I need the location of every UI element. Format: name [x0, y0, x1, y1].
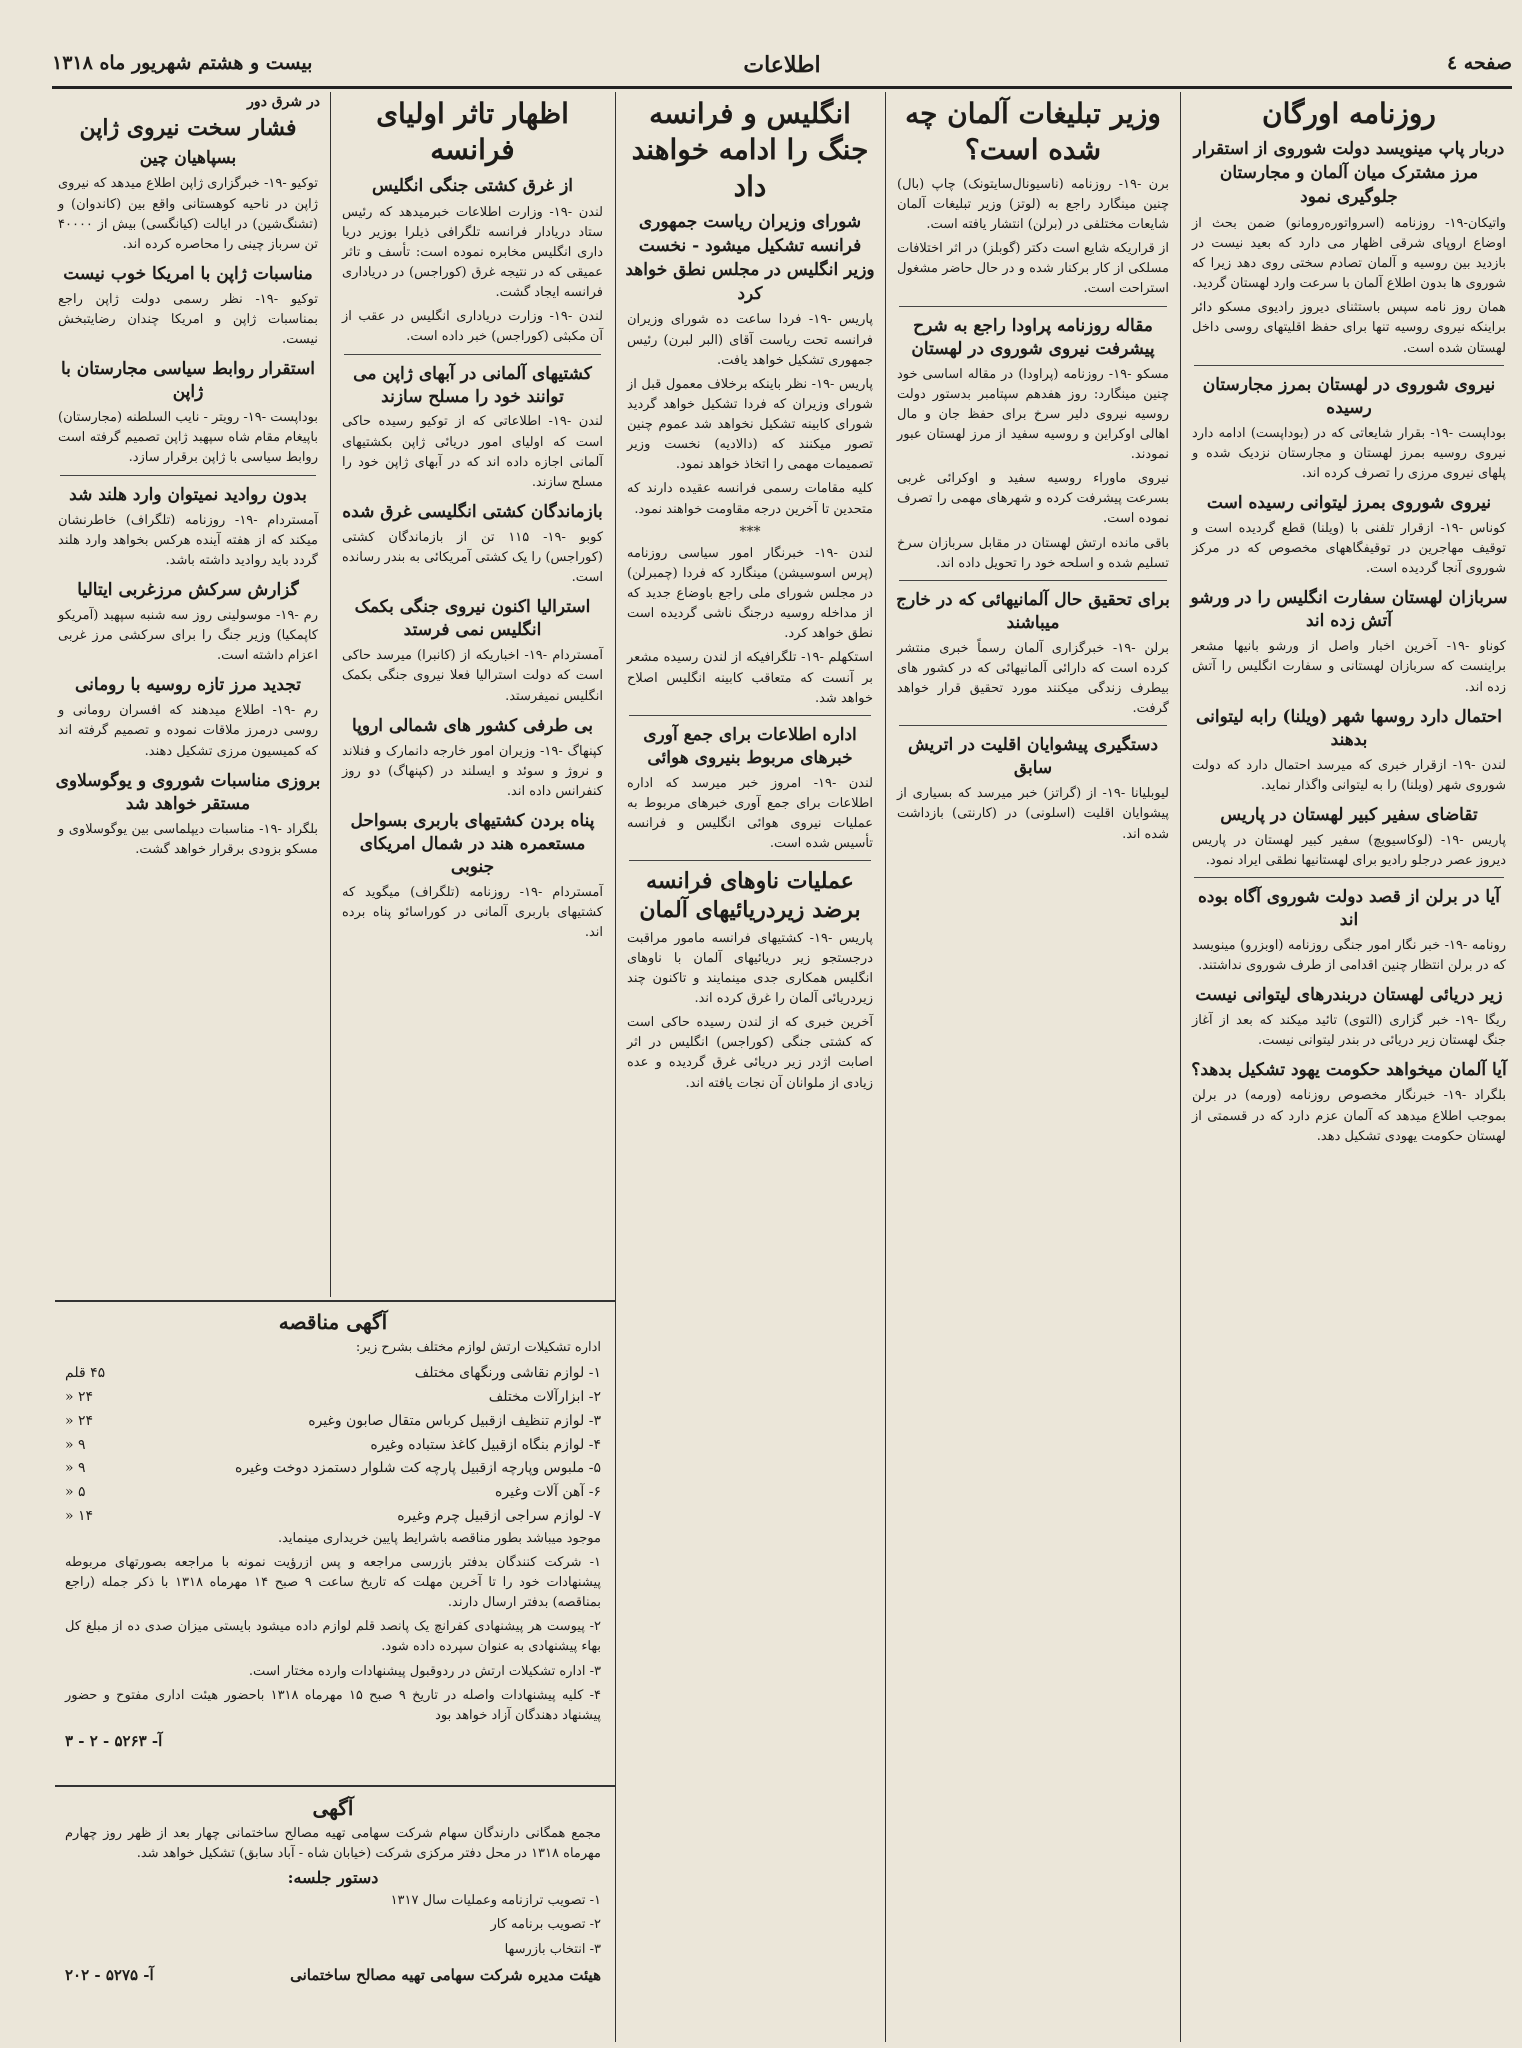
article-text: آمستردام -۱۹- روزنامه (تلگراف) خاطرنشان میکند که از هفته آینده هرکس بخواهد وارد هلند گردد باید روادید داشته باشد.	[58, 512, 318, 568]
article-text: واتیکان-۱۹- روزنامه (اسرواتوره‌رومانو) ضمن بحث از اوضاع اروپای شرقی اظهار می دارد که بعید نیست در بازدید بین روسیه و آلمان تصادم سختی روی دهد زیرا که شوروی ها بدون اطلاع آلمان با سرعت وارد لهستان گردید.	[1192, 215, 1506, 292]
column-4	[336, 92, 609, 1292]
divider	[629, 715, 871, 716]
article-text: پاریس -۱۹- نظر باینکه برخلاف معمول قبل از شورای وزیران که فردا تشکیل خواهد گردید شورای کابینه تشکیل نخواهد شد عموم چنین تصور میکنند که (دالادیه) نخست وزیر تصمیمات مهمی را اتخاذ خواهد نمود.	[627, 376, 873, 473]
article-text: پاریس -۱۹- (لوکاسیویچ) سفیر کبیر لهستان در پاریس دیروز عصر درجلو رادیو برای لهستانیها نطقی ایراد نمود.	[1192, 832, 1506, 868]
ad-item: ۳- لوازم تنظیف ازقبیل کرباس متقال صابون وغیره ۲۴ «	[65, 1412, 601, 1429]
article-text: لندن -۱۹- اطلاعاتی که از توکیو رسیده حاکی است که اولیای امور دریائی ژاپن بکشتیهای آلمانی اجازه داده اند که در آبهای ژاپن خود را مسلح سازند.	[342, 414, 603, 490]
headline: کشتیهای آلمانی در آبهای ژاپن می توانند خود را مسلح سازند	[353, 363, 592, 407]
divider	[899, 725, 1167, 726]
headline: بروزی مناسبات شوروی و یوگوسلاوی مستقر خواهد شد	[55, 770, 321, 814]
ad-item: ۲- ابزارآلات مختلف ۲۴ «	[65, 1388, 601, 1405]
ad-item: ۷- لوازم سراجی ازقبیل چرم وغیره ۱۴ «	[65, 1507, 601, 1524]
headline: دستگیری پیشوایان اقلیت در اتریش سابق	[907, 735, 1159, 779]
headline: نیروی شوروی در لهستان بمرز مجارستان رسیده	[1202, 374, 1496, 418]
ad-item: ۵- ملبوس وپارچه ازقبیل پارچه کت شلوار دستمزد دوخت وغیره ۹ «	[65, 1460, 601, 1477]
ad-item: ۴- لوازم بنگاه ازقبیل کاغذ ستباده وغیره ۹ «	[65, 1436, 601, 1453]
article-text: رم -۱۹- موسولینی روز سه شنبه سپهبد (آمریکو کاپمکیا) وزیر جنگ را برای سرکشی مرز غربی اعزام داشته است.	[58, 607, 318, 664]
column-2	[891, 92, 1175, 2042]
agenda-item: ۱- تصویب ترازنامه وعملیات سال ۱۳۱۷	[390, 1893, 601, 1909]
headline: انگلیس و فرانسه جنگ را ادامه خواهند داد	[631, 97, 869, 203]
article-text: کپنهاگ -۱۹- وزیران امور خارجه دانمارک و فنلاند و نروژ و سوئد و ایسلند در (کپنهاگ) دو روز کنفرانس داده اند.	[342, 743, 603, 799]
headline: بی طرفی کشور های شمالی اروپا	[351, 715, 594, 736]
section-stars: ***	[739, 523, 761, 540]
article-text: کوناس -۱۹- ازقرار تلفنی با (ویلنا) قطع گردیده است و توقیف مهاجرین در توقیفگاههای مخصوص که در مرکز شوروی آنجا گردیده است.	[1192, 521, 1506, 577]
article-text: پاریس -۱۹- فردا ساعت ده شورای وزیران فرانسه تحت ریاست آقای (البر لبرن) رئیس جمهوری تشکیل خواهد یافت.	[627, 312, 874, 368]
headline: تجدید مرز تازه روسیه با رومانی	[74, 675, 302, 696]
article-text: بلگراد -۱۹- خبرنگار مخصوص روزنامه (ورمه) در برلن بموجب اطلاع میدهد که آلمان عزم دارد که در قسمتی از لهستان حکومت یهودی تشکیل دهد.	[1192, 1088, 1507, 1144]
headline: فشار سخت نیروی ژاپن	[79, 115, 297, 141]
meeting-notice	[55, 1792, 611, 2032]
ad-text: ۱- شرکت کنندگان بدفتر بازرسی مراجعه و پس ازرؤیت نمونه با مراجعه بصورتهای مربوطه پیشنهادات خود را تا آخرین مهلت که تاریخ ساعت ۹ صبح ۱۴ مهرماه ۱۳۱۸ با ذکر جمله (راجع بمناقصه) بدفتر ارسال دارند.	[65, 1554, 601, 1611]
article-text: توکیو -۱۹- خبرگزاری ژاپن اطلاع میدهد که نیروی ژاپن در ناحیه کوهستانی واقع بین (کاندوان) و (تشنگ‌شین) در ایالت (کیانگسی) بیش از ۴۰۰۰۰ تن سرباز چینی را محاصره کرده اند.	[58, 176, 318, 252]
ad-text: اداره تشکیلات ارتش لوازم مختلف بشرح زیر:	[355, 1340, 601, 1355]
subheadline: از غرق کشتی جنگی انگلیس	[371, 175, 574, 196]
ad-item: ۱- لوازم نقاشی ورنگهای مختلف ۴۵ قلم	[65, 1365, 601, 1382]
article-text: نیروی ماوراء روسیه سفید و اوکرائی غربی بسرعت پیشرفت کرده و شهرهای مهمی را تصرف نموده است.	[897, 471, 1169, 527]
divider	[629, 860, 871, 861]
ad-title: آگهی	[312, 1796, 354, 1820]
headline: نیروی شوروی بمرز لیتوانی رسیده است	[1206, 493, 1492, 514]
article-text: لندن -۱۹- ازقرار خبری که میرسد احتمال دارد که دولت شوروی شهر (ویلنا) را به لیتوانی واگذار نماید.	[1192, 757, 1507, 793]
headline: وزیر تبلیغات آلمان چه شده است؟	[905, 97, 1161, 167]
headline: گزارش سرکش مرزغربی ایتالیا	[77, 579, 299, 600]
ad-signature: هیئت مدیره شرکت سهامی تهیه مصالح ساختمانی آ- ۵۲۷۵ - ۲۰۲	[65, 1965, 601, 1984]
article-text: مسکو -۱۹- روزنامه (پراودا) در مقاله اساسی خود چنین مینگارد: روز هفدهم سپتامبر بدستور دولت روسیه نیروی دلیر سرخ برای حفظ جان و مال اهالی اوکراین و روسیه سفید از مرز لهستان عبور نمودند.	[897, 366, 1170, 463]
column-5	[52, 92, 324, 1292]
headline: مقاله روزنامه پراودا راجع به شرح پیشرفت نیروی شوروی در لهستان	[911, 315, 1155, 359]
article-text: باقی مانده ارتش لهستان در مقابل سربازان سرخ تسلیم شده و اسلحه خود را تحویل داده اند.	[897, 535, 1169, 571]
column-rule	[330, 92, 331, 1297]
ad-text: ۳- اداره تشکیلات ارتش در ردوقبول پیشنهادات وارده مختار است.	[248, 1663, 601, 1679]
ad-text: ۲- پیوست هر پیشنهادی کفرانچ یک پانصد قلم لوازم داده میشود بایستی میزان صدی ده از مبلغ کل بهاء پیشنهادی به عنوان سپرده داده شود.	[65, 1619, 601, 1655]
headline: زیر دریائی لهستان دربندرهای لیتوانی نیست	[1195, 985, 1503, 1006]
tender-ad	[55, 1306, 611, 1778]
column-3	[621, 92, 879, 2042]
ad-title: آگهی مناقصه	[278, 1310, 388, 1334]
article-text: لندن -۱۹- وزارت اطلاعات خبرمیدهد که رئیس ستاد دریادار فرانسه تلگرافی ذیلرا بوزیر دریا داری انگلیس مخابره نموده است: تأسف و تاثر عمیقی که در نتیجه غرق (کوراجس) در دریاداری فرانسه ایجاد گشت.	[342, 204, 604, 301]
article-text: لیوبلیانا -۱۹- از (گراتز) خبر میرسد که بسیاری از پیشوایان اقلیت (اسلونی) در (کارنتی) بازداشت شده اند.	[897, 786, 1169, 842]
ad-text: موجود میباشد بطور مناقصه باشرایط پایین خریداری مینماید.	[277, 1530, 601, 1546]
headline: اداره اطلاعات برای جمع آوری خبرهای مربوط بنیروی هوائی	[643, 724, 857, 768]
ad-text: ۴- کلیه پیشنهادات واصله در تاریخ ۹ صبح ۱۵ مهرماه ۱۳۱۸ باحضور هیئت اداری مفتوح و حضور پیشنهاد دهندگان آزاد خواهد بود	[65, 1687, 601, 1723]
article-text: پاریس -۱۹- کشتیهای فرانسه مامور مراقبت درجستجو زیر دریائیهای آلمان با ناوهای انگلیس همکاری جدی مینمایند و تاکنون چند زیردریائی آلمان را غرق کرده اند.	[627, 930, 873, 1006]
issue-date: بیست و هشتم شهریور ماه ۱۳۱۸	[52, 52, 313, 74]
headline: آیا آلمان میخواهد حکومت یهود تشکیل بدهد؟	[1191, 1060, 1507, 1081]
headline: آیا در برلن از قصد دولت شوروی آگاه بوده اند	[1197, 887, 1500, 931]
headline: عملیات ناوهای فرانسه برضد زیردریائیهای آلمان	[639, 868, 861, 923]
article-text: لندن -۱۹- امروز خبر میرسد که اداره اطلاعات برای جمع آوری خبرهای مربوط به عملیات نیروی هوائی انگلیس و فرانسه تأسیس شده است.	[627, 775, 874, 852]
article-text: همان روز نامه سپس باستثنای دیروز رادیوی مسکو دائر براینکه نیروی روسیه تنها برای حفظ اقلیتهای روسی داخل لهستان شده است.	[1192, 300, 1506, 356]
agenda-item: ۳- انتخاب بازرسها	[504, 1941, 601, 1957]
article-text: بلگراد -۱۹- مناسبات دیپلماسی بین یوگوسلاوی و مسکو بزودی برقرار خواهد گشت.	[58, 821, 319, 857]
headline: بدون رواديد نمیتوان وارد هلند شد	[69, 484, 307, 505]
headline: برای تحقیق حال آلمانیهائی که در خارج میباشند	[896, 589, 1170, 633]
article-text: برن -۱۹- روزنامه (ناسیونال‌سایتونک) چاپ (بال) چنین مینگارد راجع به (لوتز) وزیر تبلیغات آلمان شایعات مختلفی در (برلن) انتشار یافته است.	[897, 176, 1169, 233]
divider	[1194, 877, 1504, 878]
ad-text: مجمع همگانی دارندگان سهام شرکت سهامی تهیه مصالح ساختمانی چهار بعد از ظهر روز چهارم مهرماه ۱۳۱۸ در محل دفتر مرکزی شرکت (خیابان شاه - آباد سابق) تشکیل خواهد شد.	[65, 1826, 601, 1862]
subheadline: بسپاهیان چین	[139, 147, 237, 168]
headline: استرالیا اکنون نیروی جنگی بکمک انگلیس نمی فرستد	[354, 597, 591, 641]
column-rule	[885, 92, 886, 2042]
agenda-title: دستور جلسه:	[287, 1868, 379, 1888]
article-text: رم -۱۹- اطلاع میدهند که افسران رومانی و روسی درمرز ملاقات نموده و تصمیم گرفته اند که کمیسیون مرزی تشکیل دهند.	[58, 703, 318, 759]
headline: اظهار تاثر اولیای فرانسه	[376, 97, 569, 167]
ad-reference: آ- ۵۲۶۳ - ۲ - ۳	[65, 1731, 163, 1750]
subheadline: شورای وزیران ریاست جمهوری فرانسه تشکیل میشود - نخست وزیر انگلیس در مجلس نطق خواهد کرد	[625, 212, 875, 304]
headline: روزنامه اورگان	[1262, 97, 1436, 130]
newspaper-name: اطلاعات	[743, 52, 821, 78]
divider	[899, 580, 1167, 581]
article-text: لندن -۱۹- خبرنگار امور سیاسی روزنامه (پرس اسوسیشن) مینگارد که فردا (چمبرلن) در مجلس شورای ملی راجع باوضاع جدید که از مداخله روسیه درجنگ ناشی گردیده است نطق خواهد کرد.	[627, 545, 873, 642]
ad-item: ۶- آهن آلات وغیره ۵ «	[65, 1484, 601, 1501]
column-rule	[1180, 92, 1181, 2042]
section-rule	[55, 1300, 615, 1302]
page-number: صفحه ٤	[1446, 52, 1512, 74]
article-text: کوناو -۱۹- آخرین اخبار واصل از ورشو بانیها مشعر براینست که سربازان لهستانی و سفارت انگلیس را آتش زده اند.	[1192, 639, 1506, 695]
article-text: بوداپست -۱۹- رویتر - نایب السلطنه (مجارستان) باپیغام مقام شاه سپهبد ژاپن تصمیم گرفته است روابط سیاسی با ژاپن برقرار سازد.	[58, 410, 318, 466]
column-1	[1186, 92, 1512, 2042]
article-text: آمستردام -۱۹- اخباریکه از (کانبرا) میرسد حاکی است که دولت استرالیا فعلا نیروی جنگی بکمک انگلیس نمیفرستد.	[342, 648, 603, 704]
article-text: آمستردام -۱۹- روزنامه (تلگراف) میگوید که کشتیهای باربری آلمانی در کوراسائو پناه برده اند.	[342, 884, 603, 941]
masthead	[52, 48, 1512, 89]
headline: پناه بردن کشتیهای باربری بسواحل مستعمره هند در شمال امریکای جنوبی	[350, 811, 595, 877]
article-text: استکهلم -۱۹- تلگرافیکه از لندن رسیده مشعر بر آنست که متعاقب کابینه انگلیس اصلاح خواهد شد.	[627, 650, 873, 706]
article-text: توکیو -۱۹- نظر رسمی دولت ژاپن راجع بمناسبات ژاپن و امریکا چندان رضایتبخش نیست.	[58, 291, 318, 348]
article-text: آخرین خبری که از لندن رسیده حاکی است که کشتی جنگی (کوراجس) انگلیس در اثر اصابت اژدر زیر دریائی غرق گردیده و عده زیادی از ملوانان آن نجات یافته اند.	[627, 1015, 873, 1091]
divider	[344, 354, 601, 355]
article-text: کوبو -۱۹- ۱۱۵ تن از بازماندگان کشتی (کوراجس) را یک کشتی آمریکائی به بندر رسانده است.	[342, 529, 604, 586]
divider	[60, 475, 316, 476]
article-text: از قراریکه شایع است دکتر (گوبلز) در اثر اختلافات مسلکی از کار برکنار شده و در حال حاضر مشغول استراحت است.	[897, 241, 1169, 297]
section-rule	[55, 1785, 615, 1787]
column-rule	[615, 92, 616, 2042]
article-text: بوداپست -۱۹- بقرار شایعاتی که در (بوداپست) ادامه دارد نیروی روسیه بمرز لهستان و مجارستان نزدیک شده و پلهای نیروی مرزی را تصرف کرده اند.	[1192, 425, 1506, 481]
headline: استقرار روابط سیاسی مجارستان با ژاپن	[60, 359, 316, 403]
subheadline: دربار پاپ مینویسد دولت شوروی از استقرار مرز مشترک میان آلمان و مجارستان جلوگیری نمود	[1193, 139, 1505, 207]
headline: مناسبات ژاپن با امریکا خوب نیست	[63, 263, 313, 284]
headline: بازماندگان کشتی انگلیسی غرق شده	[342, 502, 603, 522]
article-text: کلیه مقامات رسمی فرانسه عقیده دارند که متحدین تا آخرین درجه مقاومت خواهند نمود.	[627, 481, 873, 517]
article-text: رونامه -۱۹- خبر نگار امور جنگی روزنامه (اوبزرو) مینویسد که در برلن انتظار چنین اقدامی از طرف شوروی نداشتند.	[1192, 937, 1506, 974]
divider	[1194, 365, 1504, 366]
headline: احتمال دارد روسها شهر (ویلنا) رابه لیتوانی بدهند	[1195, 706, 1503, 750]
section-label: در شرق دور	[247, 94, 320, 110]
divider	[899, 306, 1167, 307]
agenda-item: ۲- تصویب برنامه کار	[490, 1917, 601, 1933]
article-text: ریگا -۱۹- خبر گزاری (التوی) تائید میکند که بعد از آغاز جنگ لهستان زیر دریائی در بندر لیتوانی نیست.	[1192, 1013, 1507, 1049]
headline: تقاضای سفیر کبیر لهستان در پاریس	[1220, 804, 1478, 825]
article-text: برلن -۱۹- خبرگزاری آلمان رسماً خبری منتشر کرده است که دارائی آلمانیهائی که در کشور های بیطرف زندگی میکنند مورد تحقیق قرار خواهد گرفت.	[897, 640, 1169, 717]
headline: سربازان لهستان سفارت انگلیس را در ورشو آتش زده اند	[1190, 588, 1508, 632]
article-text: لندن -۱۹- وزارت دریاداری انگلیس در عقب از آن مکبثی (کوراجس) خبر داده است.	[342, 309, 603, 345]
